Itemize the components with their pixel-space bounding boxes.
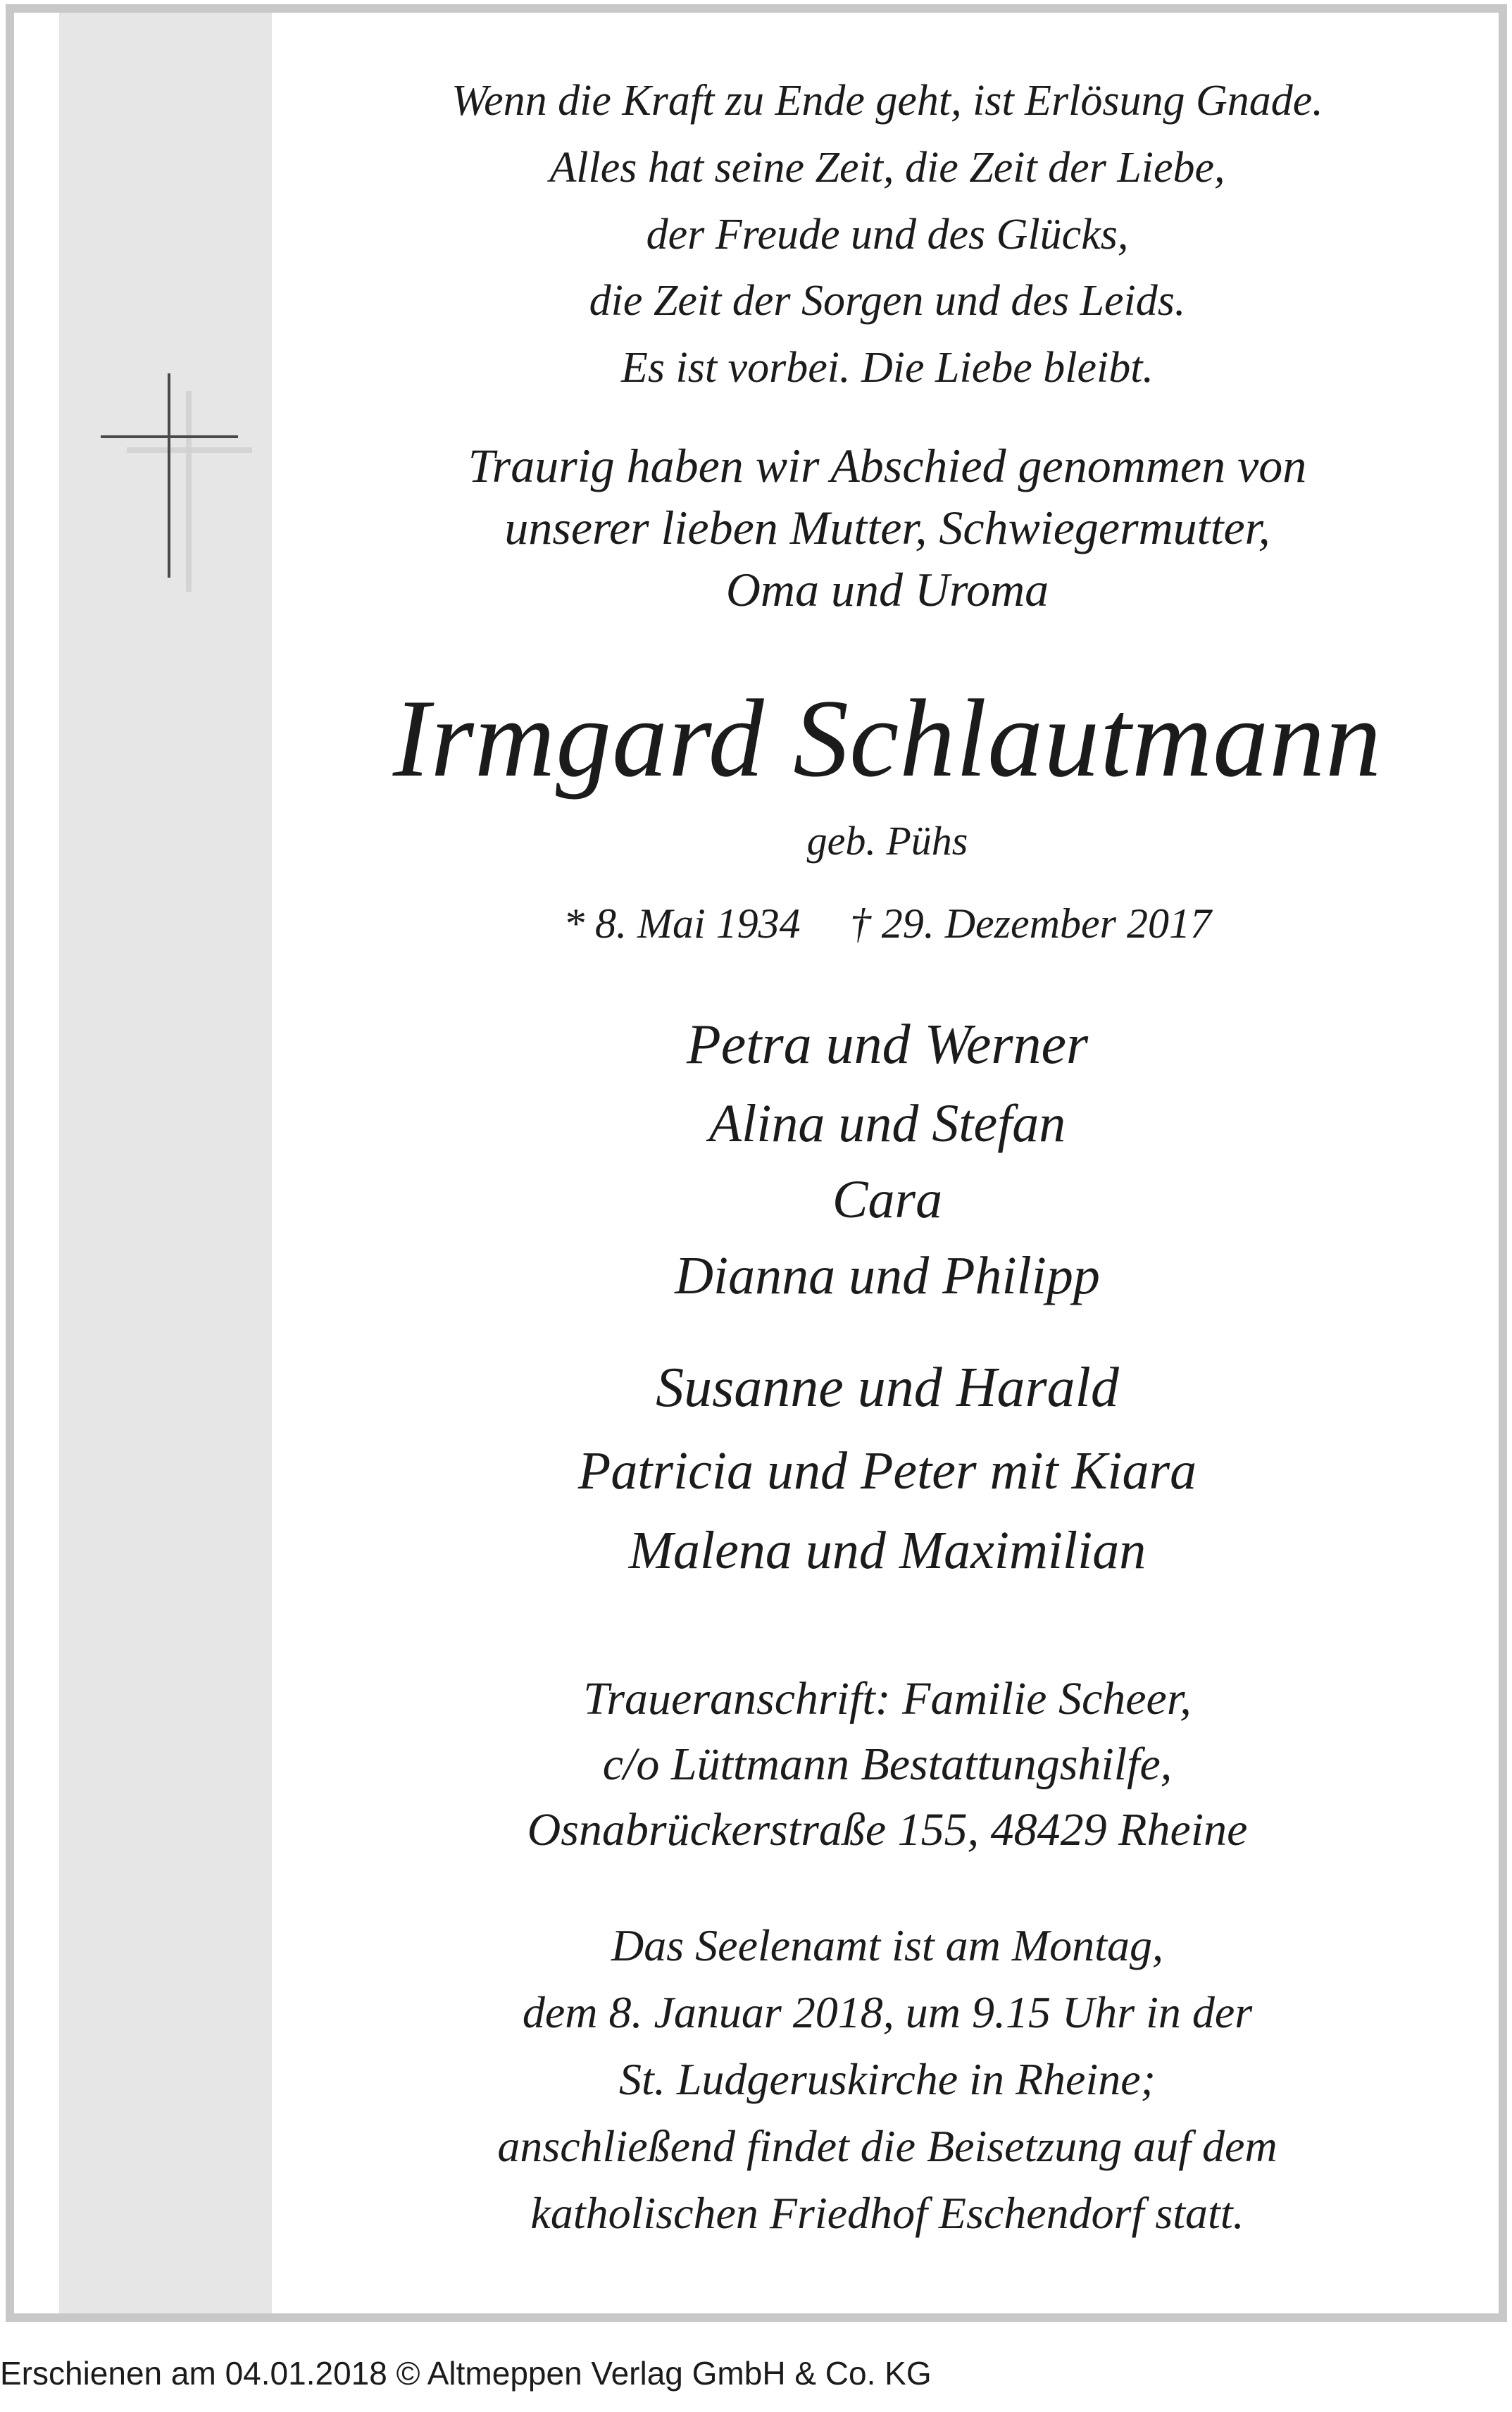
family-member: Patricia und Peter mit Kiara [577,1441,1197,1500]
intro-line: unserer lieben Mutter, Schwiegermutter, [504,501,1270,554]
address-line: Traueranschrift: Familie Scheer, [583,1673,1192,1724]
maiden-name: geb. Pühs [806,818,968,864]
poem-line: der Freude und des Glücks, [646,211,1129,259]
intro-line: Oma und Uroma [725,563,1049,616]
frame-border-left [6,4,14,2322]
poem-line: Alles hat seine Zeit, die Zeit der Liebe, [549,144,1225,192]
frame-border-top [6,4,1507,13]
service-line: anschließend findet die Beisetzung auf dem [497,2121,1277,2171]
life-dates [296,900,1479,948]
service-line: Das Seelenamt ist am Montag, [611,1920,1163,1970]
service-line: dem 8. Januar 2018, um 9.15 Uhr in der [522,1987,1253,2037]
frame-border-right [1499,4,1507,2322]
family-member: Dianna und Philipp [675,1246,1100,1305]
poem-line: Wenn die Kraft zu Ende geht, ist Erlösung Gnade. [451,77,1323,125]
poem-line: Es ist vorbei. Die Liebe bleibt. [621,344,1154,392]
publication-footer: Erschienen am 04.01.2018 © Altmeppen Verlag GmbH & Co. KG [0,2355,932,2392]
family-member: Malena und Maximilian [628,1521,1147,1580]
death-date: † 29. Dezember 2017 [849,900,1211,947]
deceased-name: Irmgard Schlautmann [392,677,1382,800]
family-member: Alina und Stefan [708,1094,1066,1153]
address-line: Osnabrückerstraße 155, 48429 Rheine [527,1804,1248,1855]
grey-sidebar [59,13,272,2313]
intro-line: Traurig haben wir Abschied genommen von [468,439,1307,492]
family-head: Susanne und Harald [656,1357,1119,1419]
family-member: Cara [832,1170,943,1229]
poem-line: die Zeit der Sorgen und des Leids. [589,277,1186,325]
address-line: c/o Lüttmann Bestattungshilfe, [602,1739,1173,1790]
service-line: katholischen Friedhof Eschendorf statt. [530,2188,1244,2238]
family-head: Petra und Werner [686,1014,1089,1076]
service-line: St. Ludgeruskirche in Rheine; [619,2054,1156,2104]
frame-border-bottom [6,2313,1507,2322]
cross-icon [99,370,268,602]
birth-date: * 8. Mai 1934 [563,900,801,947]
